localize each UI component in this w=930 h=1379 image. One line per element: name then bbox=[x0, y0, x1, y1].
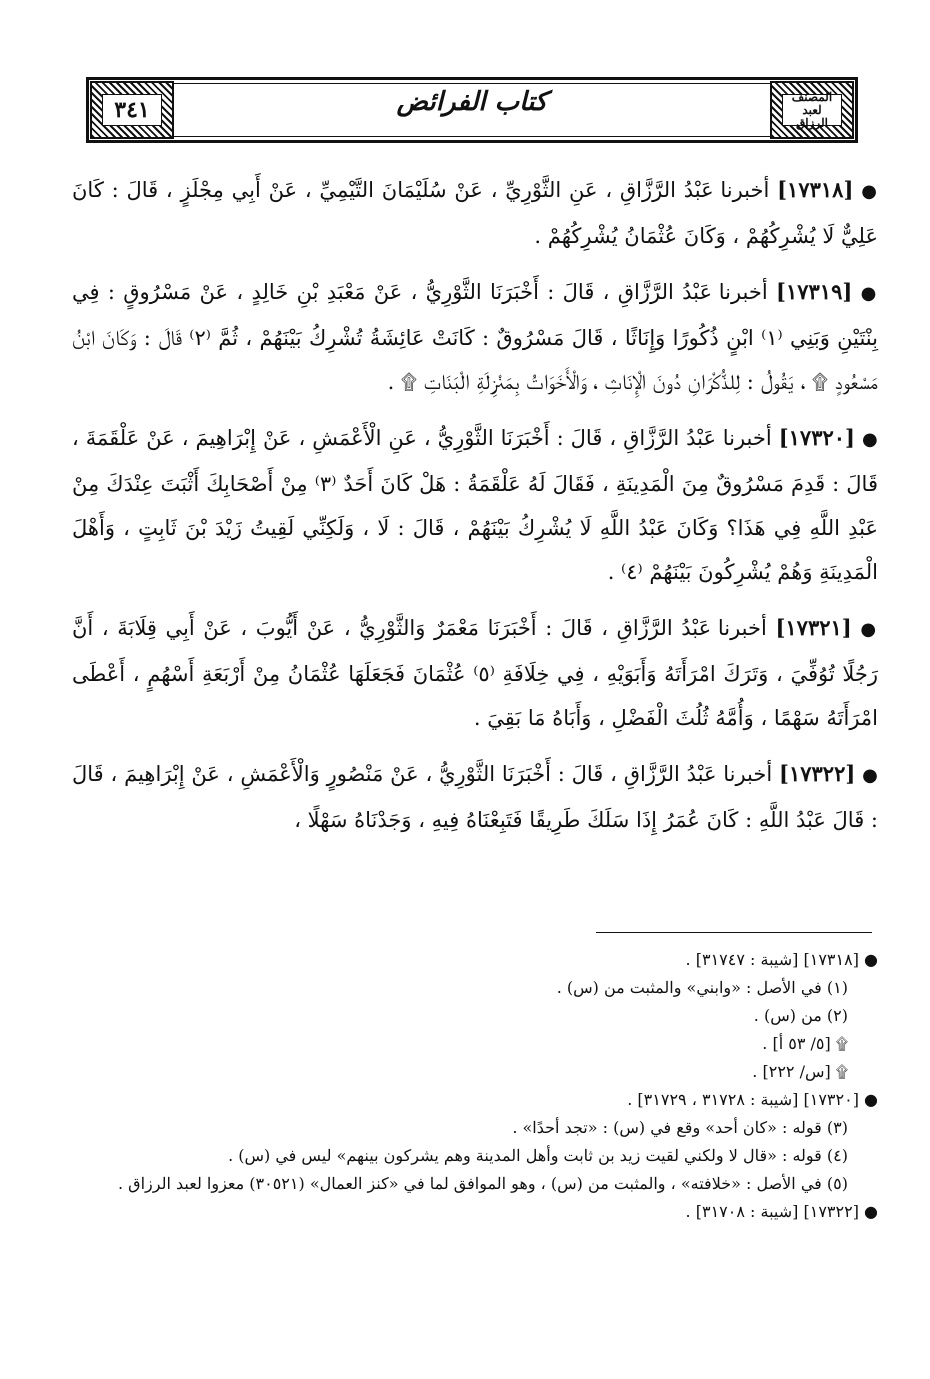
page-number-box bbox=[90, 81, 174, 139]
footnote-ref: ● [١٧٣٢٠] [شيبة : ٣١٧٢٨ ، ٣١٧٢٩] . bbox=[627, 1090, 878, 1109]
bullet-icon: ● bbox=[860, 619, 878, 640]
footnote-ref: ● [١٧٣٢٢] [شيبة : ٣١٧٠٨] . bbox=[685, 1202, 878, 1221]
hadith-text: أخبرنا عَبْدُ الرَّزَّاقِ ، قَالَ : أَخْبَرَنَا مَعْمَرٌ وَالثَّوْرِيُّ ، عَنْ أَيُّوبَ ، عَنْ أَبِي قِلَابَةَ ، أَنَّ رَجُلًا تُوُفِّيَ ، وَتَرَكَ امْرَأَتَهُ وَأَبَوَيْهِ ، فِي خِلَافَةِ ⁽٥⁾ عُثْمَانَ فَجَعَلَهَا عُثْمَانُ مِنْ أَرْبَعَةِ أَسْهُمٍ ، أَعْطَى امْرَأَتَهُ سَهْمًا ، وَأُمَّهُ ثُلُثَ الْفَضْلِ ، وَأَبَاهُ مَا بَقِيَ . bbox=[72, 616, 879, 730]
hadith-text: أخبرنا عَبْدُ الرَّزَّاقِ ، قَالَ : أَخْبَرَنَا الثَّوْرِيُّ ، عَنْ مَنْصُورٍ وَالْأَعْمَشِ ، عَنْ إِبْرَاهِيمَ ، قَالَ : قَالَ عَبْدُ اللَّهِ : كَانَ عُمَرُ إِذَا سَلَكَ طَرِيقًا فَتَبِعْنَاهُ فِيهِ ، وَجَدْنَاهُ سَهْلًا ، bbox=[72, 762, 878, 832]
footnote: (٥) في الأصل : «خلافته» ، والمثبت من (س) ، وهو الموافق لما في «كنز العمال» (٣٠٥٢١) معزوا لعبد الرزاق . bbox=[118, 1174, 848, 1193]
footnote-divider bbox=[596, 932, 872, 933]
footnote: (١) في الأصل : «وابني» والمثبت من (س) . bbox=[556, 978, 848, 997]
bullet-icon: ● bbox=[861, 181, 878, 202]
hadith-paragraph bbox=[72, 416, 878, 594]
footnote-ref: ● [١٧٣١٨] [شيبة : ٣١٧٤٧] . bbox=[685, 950, 878, 969]
hadith-text: أخبرنا عَبْدُ الرَّزَّاقِ ، قَالَ : أَخْبَرَنَا الثَّوْرِيُّ ، عَنْ مَعْبَدِ بْنِ خَالِدٍ ، عَنْ مَسْرُوقٍ : فِي بِنْتَيْنِ وَبَنِي ⁽١⁾ ابْنٍ ذُكُورًا وَإِنَاثًا ، قَالَ مَسْرُوقٌ : كَانَتْ عَائِشَةُ تُشْرِكُ بَيْنَهُمْ ، ثُمَّ ⁽٢⁾ قَالَ : وَكَانَ ابْنُ مَسْعُودٍ ۩ ، يَقُولُ : لِلذُّكْرَانِ دُونَ الْإِنَاثِ ، وَالْأَخَوَاتُ بِمَنْزِلَةِ الْبَنَاتِ ۩ . bbox=[72, 280, 878, 394]
bullet-icon: ● bbox=[864, 1202, 878, 1221]
hadith-text: أخبرنا عَبْدُ الرَّزَّاقِ ، عَنِ الثَّوْرِيِّ ، عَنْ سُلَيْمَانَ التَّيْمِيِّ ، عَنْ أَبِي مِجْلَزٍ ، قَالَ : كَانَ عَلِيٌّ لَا يُشْرِكُهُمْ ، وَكَانَ عُثْمَانُ يُشْرِكُهُمْ . bbox=[72, 178, 878, 248]
hadith-number: [١٧٣٢١] bbox=[775, 615, 852, 640]
hadith-text: أخبرنا عَبْدُ الرَّزَّاقِ ، قَالَ : أَخْبَرَنَا الثَّوْرِيُّ ، عَنِ الْأَعْمَشِ ، عَنْ إِبْرَاهِيمَ ، عَنْ عَلْقَمَةَ ، قَالَ : قَدِمَ مَسْرُوقٌ مِنَ الْمَدِينَةِ ، فَقَالَ لَهُ عَلْقَمَةُ : هَلْ كَانَ أَحَدٌ ⁽٣⁾ مِنْ أَصْحَابِكَ أَثْبَتَ عِنْدَكَ مِنْ عَبْدِ اللَّهِ فِي هَذَا؟ وَكَانَ عَبْدُ اللَّهِ لَا يُشْرِكُ بَيْنَهُمْ ، قَالَ : لَا ، وَلَكِنِّي لَقِيتُ زَيْدَ بْنَ ثَابِتٍ ، وَأَهْلَ الْمَدِينَةِ وَهُمْ يُشْرِكُونَ بَيْنَهُمْ ⁽٤⁾ . bbox=[72, 426, 878, 584]
page-header bbox=[86, 77, 858, 143]
hadith-paragraph bbox=[72, 270, 878, 404]
bullet-icon: ● bbox=[860, 283, 878, 304]
footnotes bbox=[80, 946, 878, 1226]
footnote: ۩ [س/ ٢٢٢] . bbox=[752, 1062, 848, 1081]
bullet-icon: ● bbox=[864, 1090, 878, 1109]
hadith-paragraph bbox=[72, 752, 878, 842]
hadith-number: [١٧٣١٨] bbox=[777, 177, 854, 202]
hadith-number: [١٧٣١٩] bbox=[776, 279, 853, 304]
footnote: (٢) من (س) . bbox=[753, 1006, 848, 1025]
page-number: ٣٤١ bbox=[102, 94, 162, 126]
bullet-icon: ● bbox=[864, 950, 878, 969]
bullet-icon: ● bbox=[861, 429, 878, 450]
main-text bbox=[72, 168, 878, 854]
chapter-title: كتاب الفرائض bbox=[396, 87, 548, 117]
footnote: ۩ [٥/ ٥٣ أ] . bbox=[762, 1034, 848, 1053]
bullet-icon: ● bbox=[862, 765, 878, 786]
hadith-paragraph bbox=[72, 168, 878, 258]
book-emblem-box bbox=[770, 81, 854, 139]
hadith-number: [١٧٣٢٢] bbox=[779, 761, 856, 786]
footnote: (٤) قوله : «قال لا ولكني لقيت زيد بن ثابت وأهل المدينة وهم يشركون بينهم» ليس في (س) . bbox=[228, 1146, 848, 1165]
hadith-number: [١٧٣٢٠] bbox=[778, 425, 855, 450]
hadith-paragraph bbox=[72, 606, 878, 740]
footnote: (٣) قوله : «كان أحد» وقع في (س) : «تجد أحدًا» . bbox=[512, 1118, 848, 1137]
book-emblem: المصنف لعبد الرزاق bbox=[782, 94, 842, 126]
